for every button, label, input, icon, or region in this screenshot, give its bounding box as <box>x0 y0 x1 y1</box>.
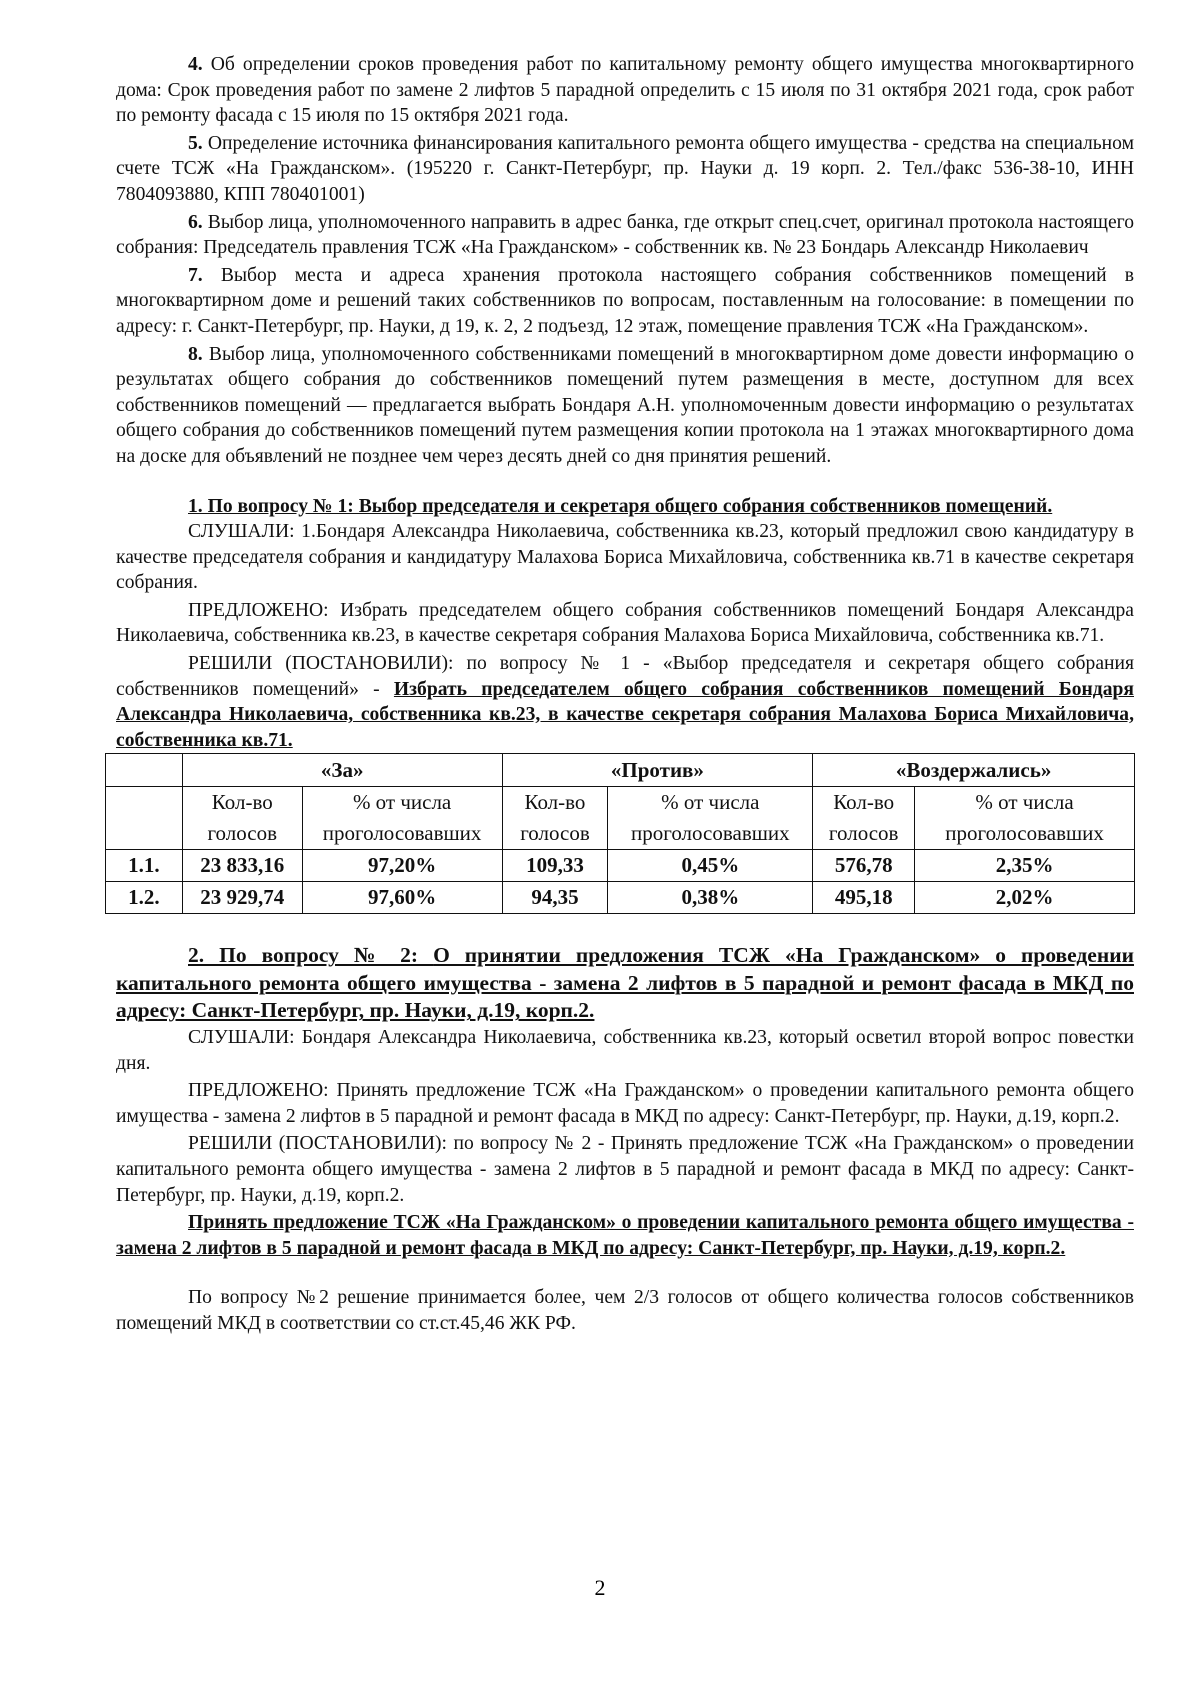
agenda-item-5 <box>116 131 1134 208</box>
agenda-item-8 <box>116 342 1134 470</box>
sub-count: Кол-во голосов <box>182 787 302 850</box>
group-for: «За» <box>182 754 502 787</box>
item-number: 4. <box>188 54 203 75</box>
item-text: Выбор места и адреса хранения протокола настоящего собрания собственников помещений в многоквартирном доме и решений таких собственников по вопросам, поставленным на голосование: в помещении по адресу: г. Санкт-Петербург, пр. Науки, д 19, к. 2, 2 подъезд, 12 этаж, помещение правления ТСЖ «На Гражданском». <box>116 264 1134 337</box>
heading-text: О принятии предложения ТСЖ «На Гражданском» о проведении капитального ремонта общего имущества - замена 2 лифтов в 5 парадной и ремонт фасада в МКД по адресу: Санкт-Петербург, пр. Науки, д.19, корп.2. <box>116 943 1135 1023</box>
sub-count: Кол-во голосов <box>813 787 915 850</box>
decided-prefix: РЕШИЛИ (ПОСТАНОВИЛИ): по вопросу № 1 - «Выбор председателя и секретаря общего собрания собственников помещений» - <box>116 653 1134 700</box>
agenda-item-6 <box>116 210 1134 261</box>
group-against: «Против» <box>502 754 813 787</box>
question-1-heading: 1. По вопросу № 1: Выбор председателя и секретаря общего собрания собственников помещений. <box>188 495 1053 517</box>
question-2-decided: РЕШИЛИ (ПОСТАНОВИЛИ): по вопросу № 2 - Принять предложение ТСЖ «На Гражданском» о проведении капитального ремонта общего имущества - замена 2 лифтов в 5 парадной и ремонт фасада в МКД по адресу: Санкт-Петербург, пр. Науки, д.19, корп.2. <box>116 1133 1134 1206</box>
sub-pct: % от числа проголосовавших <box>915 787 1135 850</box>
cell-value: 23 833,16 <box>182 850 302 882</box>
item-number: 5. <box>188 132 203 154</box>
item-number: 7. <box>188 264 203 286</box>
cell-value: 94,35 <box>502 882 608 914</box>
question-2-note: По вопросу №2 решение принимается более, чем 2/3 голосов от общего количества голосов собственников помещений МКД в соответствии со ст.ст.45,46 ЖК РФ. <box>116 1287 1134 1334</box>
agenda-item-7 <box>116 263 1134 340</box>
table-row <box>106 850 1135 882</box>
table-label-cell <box>106 787 183 850</box>
question-1-proposed: ПРЕДЛОЖЕНО: Избрать председателем общего собрания собственников помещений Бондаря Александра Николаевича, собственника кв.23, в качестве секретаря собрания Малахова Бориса Михайловича, собственника кв.71. <box>116 599 1134 647</box>
item-text: Об определении сроков проведения работ по капитальному ремонту общего имущества многоквартирного дома: Срок проведения работ по замене 2 лифтов 5 парадной определить с 15 июля по 31 октября 2021 года, срок работ по ремонту фасада с 15 июля по 15 октября 2021 года. <box>116 54 1134 127</box>
agenda-item-4 <box>116 52 1134 129</box>
table-row <box>106 882 1135 914</box>
item-text: Определение источника финансирования капитального ремонта общего имущества - средства на специальном счете ТСЖ «На Гражданском». (195220 г. Санкт-Петербург, пр. Науки д. 19 корп. 2. Тел./факс 536-38-10, ИНН 7804093880, КПП 780401001) <box>116 132 1134 205</box>
cell-value: 23 929,74 <box>182 882 302 914</box>
cell-value: 576,78 <box>813 850 915 882</box>
heading-prefix: 2. По вопросу № 2: <box>188 943 434 968</box>
item-number: 8. <box>188 343 203 365</box>
item-text: Выбор лица, уполномоченного направить в адрес банка, где открыт спец.счет, оригинал протокола настоящего собрания: Председатель правления ТСЖ «На Гражданском» - собственник кв. № 23 Бондарь Александр Николаевич <box>116 211 1134 259</box>
question-2-heard: СЛУШАЛИ: Бондаря Александра Николаевича, собственника кв.23, который осветил второй вопрос повестки дня. <box>116 1026 1134 1074</box>
sub-pct: % от числа проголосовавших <box>302 787 502 850</box>
row-label: 1.1. <box>106 850 183 882</box>
cell-value: 0,45% <box>608 850 813 882</box>
document-page <box>116 52 1134 1338</box>
cell-value: 2,02% <box>915 882 1135 914</box>
cell-value: 2,35% <box>915 850 1135 882</box>
votes-table <box>105 753 1135 914</box>
cell-value: 109,33 <box>502 850 608 882</box>
item-text: Выбор лица, уполномоченного собственниками помещений в многоквартирном доме довести информацию о результатах общего собрания до собственников помещений путем размещения в месте, доступном для всех собственников помещений — предлагается выбрать Бондаря А.Н. уполномоченным довести информацию о результатах общего собрания до собственников помещений путем размещения копии протокола на 1 этажах многоквартирного дома на доске для объявлений не позднее чем через десять дней со дня принятия решений. <box>116 343 1134 467</box>
cell-value: 0,38% <box>608 882 813 914</box>
table-header-row <box>106 754 1135 787</box>
question-1-heard: СЛУШАЛИ: 1.Бондаря Александра Николаевича, собственника кв.23, который предложил свою кандидатуру в качестве председателя собрания и кандидатуру Малахова Бориса Михайловича, собственника кв.71 в качестве секретаря собрания. <box>116 521 1134 594</box>
table-corner-cell <box>106 754 183 787</box>
sub-count: Кол-во голосов <box>502 787 608 850</box>
page-number: 2 <box>594 1575 606 1600</box>
group-abstained: «Воздержались» <box>813 754 1135 787</box>
question-1-decided <box>116 651 1134 753</box>
question-2-heading <box>116 942 1134 1025</box>
item-number: 6. <box>188 211 203 233</box>
cell-value: 495,18 <box>813 882 915 914</box>
question-2-decided-bold: Принять предложение ТСЖ «На Гражданском» о проведении капитального ремонта общего имущества - замена 2 лифтов в 5 парадной и ремонт фасада в МКД по адресу: Санкт-Петербург, пр. Науки, д.19, корп.2. <box>116 1212 1134 1259</box>
row-label: 1.2. <box>106 882 183 914</box>
cell-value: 97,60% <box>302 882 502 914</box>
sub-pct: % от числа проголосовавших <box>608 787 813 850</box>
question-2-proposed: ПРЕДЛОЖЕНО: Принять предложение ТСЖ «На Гражданском» о проведении капитального ремонта общего имущества - замена 2 лифтов в 5 парадной и ремонт фасада в МКД по адресу: Санкт-Петербург, пр. Науки, д.19, корп.2. <box>116 1080 1134 1127</box>
decided-bold: Избрать председателем общего собрания собственников помещений Бондаря Александра Николаевича, собственника кв.23, в качестве секретаря собрания Малахова Бориса Михайловича, собственника кв.71. <box>116 678 1134 751</box>
cell-value: 97,20% <box>302 850 502 882</box>
table-subheader-row <box>106 787 1135 850</box>
